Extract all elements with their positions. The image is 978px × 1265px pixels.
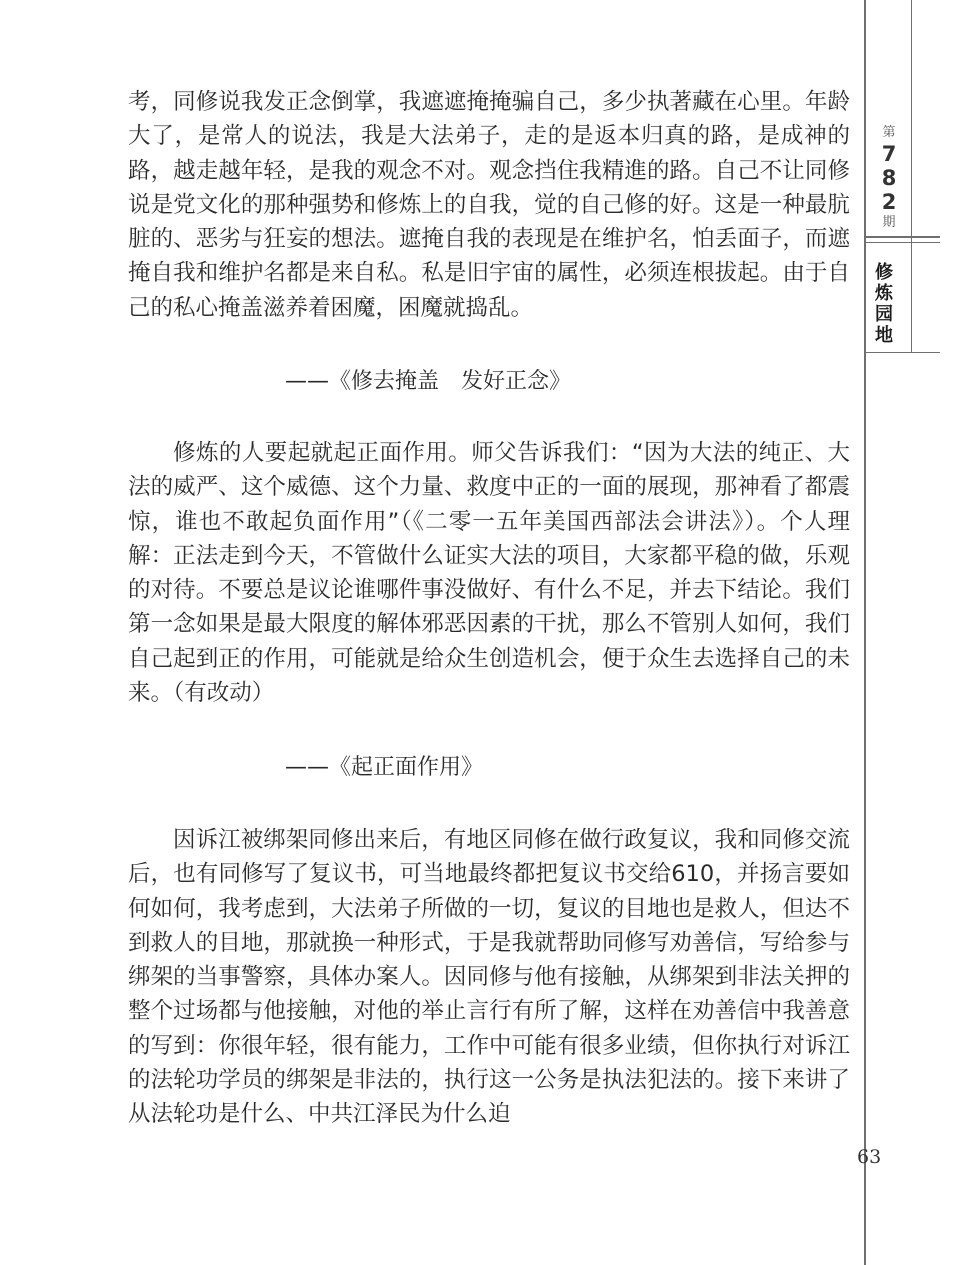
issue-digit: 8 <box>881 166 897 190</box>
issue-number <box>866 124 912 232</box>
sidebar-divider-top <box>864 236 940 238</box>
article-attribution-1: ——《修去掩盖 发好正念》 <box>285 369 572 394</box>
article-paragraph-3: 因诉江被绑架同修出来后，有地区同修在做行政复议，我和同修交流后，也有同修写了复议书，可当地最终都把复议书交给610，并扬言要如何如何，我考虑到，大法弟子所做的一切，复议的目地也是救人，但达不到救人的目地，那就换一种形式，于是我就帮助同修写劝善信，写给参与绑架的当事警察，具体办案人。因同修与他有接触，从绑架到非法关押的整个过场都与他接触，对他的举止言行有所了解，这样在劝善信中我善意的写到：你很年轻，很有能力，工作中可能有很多业绩，但你执行对诉江的法轮功学员的绑架是非法的，执行这一公务是执法犯法的。接下来讲了从法轮功是什么、中共江泽民为什么迫 <box>128 827 850 1128</box>
article-paragraph-2: 修炼的人要起就起正面作用。师父告诉我们：“因为大法的纯正、大法的威严、这个威德、这个力量、救度中正的一面的展现，那神看了都震惊，谁也不敢起负面作用”（《二零一五年美国西部法会讲法》）。个人理解：正法走到今天，不管做什么证实大法的项目，大家都平稳的做，乐观的对待。不要总是议论谁哪件事没做好、有什么不足，并去下结论。我们第一念如果是最大限度的解体邪恶因素的干扰，那么不管别人如何，我们自己起到正的作用，可能就是给众生创造机会，便于众生去选择自己的未来。（有改动） <box>128 440 850 707</box>
article-attribution-2: ——《起正面作用》 <box>285 755 484 780</box>
column-title: 修炼园地 <box>875 262 893 346</box>
issue-digit: 7 <box>881 142 897 166</box>
sidebar-end-rule <box>864 352 940 353</box>
issue-suffix: 期 <box>882 215 896 230</box>
issue-digit: 2 <box>881 190 897 214</box>
page-number: 63 <box>857 1146 882 1168</box>
issue-prefix: 第 <box>882 125 896 140</box>
article-paragraph-1: 考，同修说我发正念倒掌，我遮遮掩掩骗自己，多少执著藏在心里。年龄大了，是常人的说法，我是大法弟子，走的是返本归真的路，是成神的路，越走越年轻，是我的观念不对。观念挡住我精進的路。自己不让同修说是党文化的那种强势和修炼上的自我，觉的自己修的好。这是一种最肮脏的、恶劣与狂妄的想法。遮掩自我的表现是在维护名，怕丢面子，而遮掩自我和维护名都是来自私。私是旧宇宙的属性，必须连根拔起。由于自己的私心掩盖滋养着困魔，困魔就捣乱。 <box>128 89 850 321</box>
sidebar-divider-bottom <box>864 242 940 243</box>
